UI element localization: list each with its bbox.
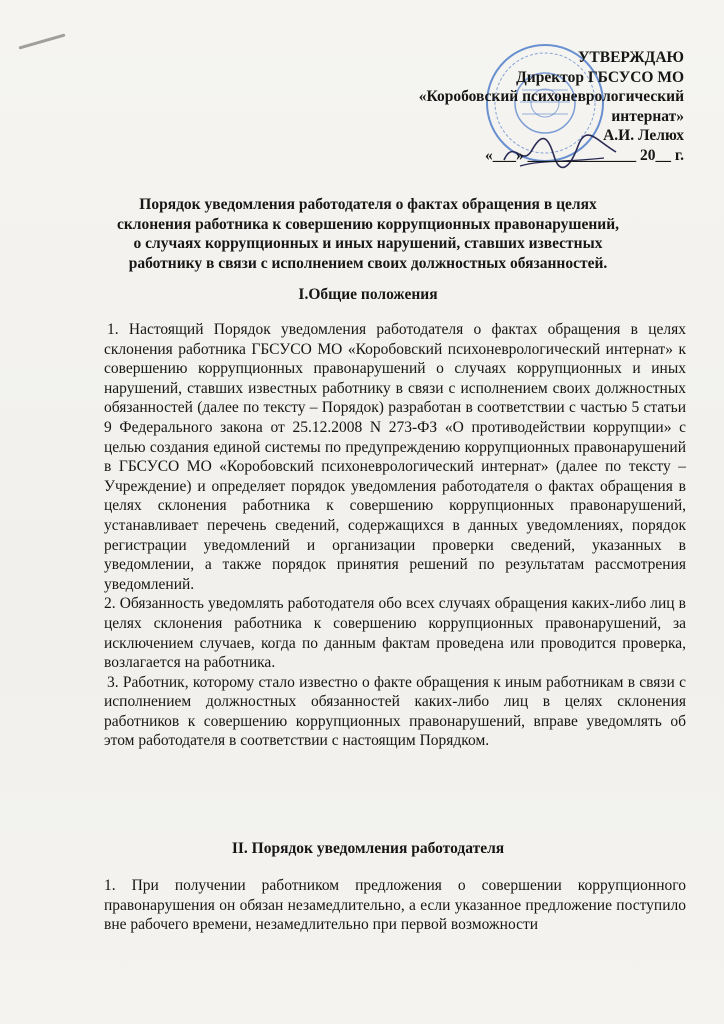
title-line: склонения работника к совершению коррупционных правонарушений,: [116, 215, 620, 233]
section-heading-general: I.Общие положения: [298, 286, 438, 303]
title-line: о случаях коррупционных и иных нарушений, ставших известных: [133, 235, 603, 252]
approval-block: [344, 48, 684, 165]
approval-date: «___» ______________ 20__ г.: [484, 146, 684, 164]
pen-mark: [19, 33, 66, 49]
director-position: Директор ГБСУСО МО: [516, 68, 684, 86]
section-heading-procedure: II. Порядок уведомления работодателя: [231, 840, 505, 857]
paragraph: 1. При получении работником предложения о совершении коррупционного правонарушения он обязан незамедлительно, а если указанное предложение поступило вне рабочего времени, незамедлительно при первой возможности: [104, 877, 686, 934]
organization-name-cont: интернат»: [611, 107, 684, 125]
section-procedure-body: [104, 876, 686, 935]
approve-label: УТВЕРЖДАЮ: [578, 49, 684, 66]
paragraph: 1. Настоящий Порядок уведомления работодателя о фактах обращения в целях склонения работника ГБСУСО МО «Коробовский психоневрологический интернат» к совершению коррупционных правонарушений о случаях коррупционных и иных нарушений, ставших известных работнику в связи с исполнением своих должностных обязанностей (далее по тексту – Порядок) разработан в соответствии с частью 5 статьи 9 Федерального закона от 25.12.2008 N 273-ФЗ «О противодействии коррупции» с целью создания единой системы по предупреждению коррупционных правонарушений в ГБСУСО МО «Коробовский психоневрологический интернат» (далее по тексту – Учреждение) и определяет порядок уведомления работодателя о фактах обращения в целях склонения работника к совершению коррупционных правонарушений, устанавливает перечень сведений, содержащихся в данных уведомлениях, порядок регистрации уведомлений и организации проверки сведений, указанных в уведомлении, а также порядок принятия решений по результатам рассмотрения уведомлений.: [104, 321, 686, 593]
title-line: Порядок уведомления работодателя о фактах обращения в целях: [139, 196, 597, 213]
document-title: [60, 195, 676, 273]
title-line: работнику в связи с исполнением своих должностных обязанностей.: [128, 254, 608, 272]
section-general-body: [104, 320, 686, 751]
paragraph: 2. Обязанность уведомлять работодателя обо всех случаях обращения каких-либо лиц в целях склонения работника к совершению коррупционных правонарушений, за исключением случаев, когда по данным фактам проведена или проводится проверка, возлагается на работника.: [104, 595, 686, 672]
organization-name: «Коробовский психоневрологический: [418, 88, 684, 105]
paragraph: 3. Работник, которому стало известно о факте обращения к иным работникам в связи с исполнением должностных обязанностей каких-либо лиц в целях склонения работников к совершению коррупционных правонарушений, вправе уведомлять об этом работодателя в соответствии с настоящим Порядком.: [104, 673, 686, 750]
signer-name: А.И. Лелюх: [603, 127, 684, 144]
